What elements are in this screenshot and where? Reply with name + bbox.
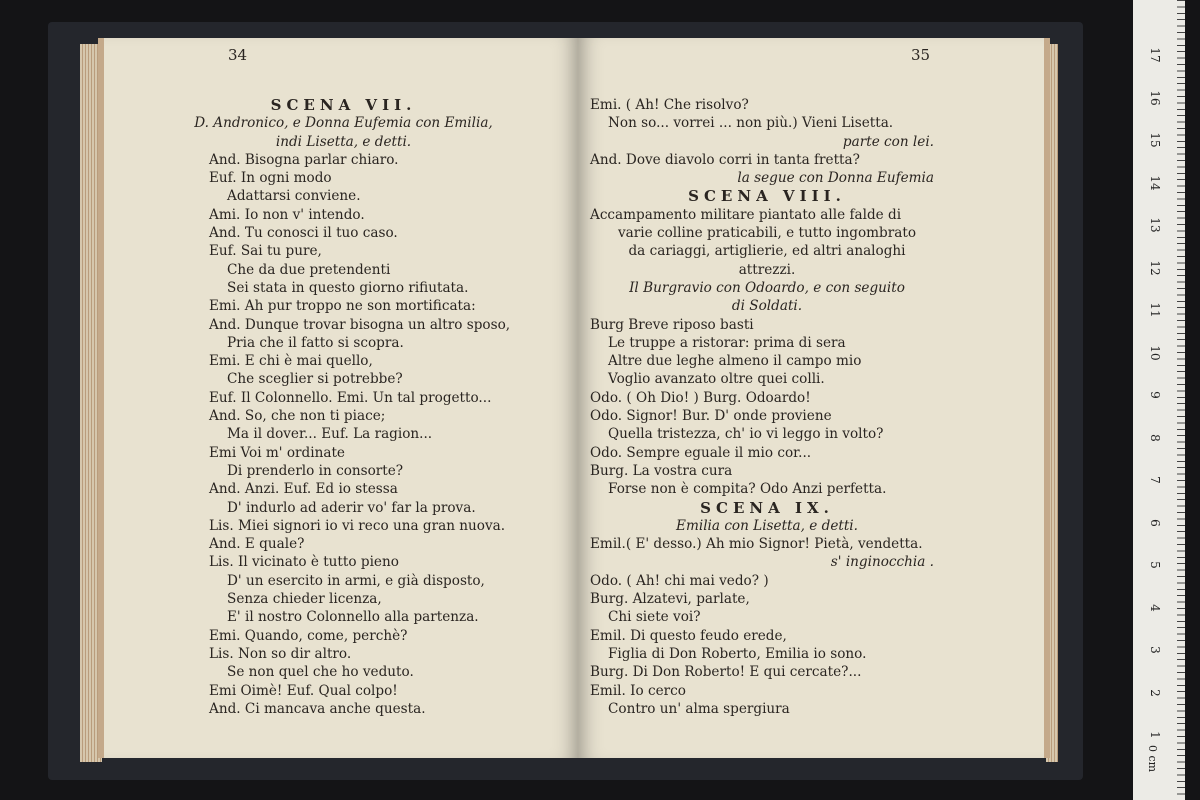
text-line: Emilia con Lisetta, e detti.: [676, 517, 858, 534]
text-line: Odo. ( Oh Dio! ) Burg. Odoardo!: [590, 389, 811, 406]
left-page: [98, 38, 578, 758]
ruler-mark: 2: [1148, 688, 1162, 697]
text-line: Odo. ( Ah! chi mai vedo? ): [590, 572, 769, 589]
ruler-mark: 15: [1148, 132, 1162, 148]
ruler-mark: 8: [1148, 433, 1162, 442]
ruler-numbers: [1141, 0, 1171, 800]
text-line: Emi. Ah pur troppo ne son mortificata:: [209, 298, 476, 315]
text-line: Forse non è compita? Odo Anzi perfetta.: [608, 481, 887, 498]
text-line: Burg. Di Don Roberto! E qui cercate?...: [590, 664, 862, 681]
text-line: Figlia di Don Roberto, Emilia io sono.: [608, 645, 867, 662]
text-line: And. Bisogna parlar chiaro.: [209, 151, 399, 168]
text-line: Quella tristezza, ch' io vi leggo in volto?: [608, 426, 884, 443]
text-line: Euf. In ogni modo: [209, 170, 332, 187]
text-line: Emil. Di questo feudo erede,: [590, 627, 787, 644]
ruler-mark: 11: [1148, 302, 1162, 318]
text-line: Pria che il fatto si scopra.: [227, 334, 404, 351]
text-line: E' il nostro Colonnello alla partenza.: [227, 609, 479, 626]
page-number: 35: [911, 46, 931, 64]
text-line: parte con lei.: [842, 133, 934, 150]
measuring-ruler: [1133, 0, 1185, 800]
ruler-mark: 3: [1148, 646, 1162, 654]
ruler-mark: 16: [1148, 89, 1162, 106]
text-line: Ami. Io non v' intendo.: [209, 206, 365, 223]
ruler-mark: 13: [1148, 217, 1162, 233]
text-line: s' inginocchia .: [830, 554, 934, 571]
text-line: di Soldati.: [731, 298, 803, 315]
text-line: Lis. Miei signori io vi reco una gran nuova.: [209, 517, 506, 534]
ruler-mark: 7: [1148, 476, 1162, 484]
text-line: la segue con Donna Eufemia: [737, 170, 934, 187]
left-page-text: [104, 96, 578, 718]
text-line: D. Andronico, e Donna Eufemia con Emilia,: [194, 115, 493, 132]
text-line: And. Tu conosci il tuo caso.: [209, 225, 398, 242]
text-line: attrezzi.: [738, 261, 796, 278]
text-line: D' indurlo ad aderir vo' far la prova.: [227, 499, 476, 516]
text-line: Burg. Alzatevi, parlate,: [590, 591, 750, 608]
text-line: Senza chieder licenza,: [227, 591, 382, 608]
text-line: D' un esercito in armi, e già disposto,: [227, 572, 485, 589]
text-line: And. E quale?: [209, 536, 305, 553]
text-line: Ma il dover... Euf. La ragion...: [227, 426, 433, 443]
text-line: Chi siete voi?: [608, 609, 701, 626]
text-line: Di prenderlo in consorte?: [227, 462, 404, 479]
text-line: Contro un' alma spergiura: [608, 700, 790, 717]
right-page: [578, 38, 1050, 758]
ruler-unit-label: 0 cm: [1146, 744, 1160, 773]
text-line: Le truppe a ristorar: prima di sera: [608, 334, 846, 351]
text-line: And. Ci mancava anche questa.: [209, 700, 426, 717]
ruler-mark: 5: [1148, 561, 1162, 569]
text-line: Il Burgravio con Odoardo, e con seguito: [629, 279, 905, 296]
ruler-mark: 12: [1148, 259, 1162, 276]
text-line: Adattarsi conviene.: [227, 188, 361, 205]
text-line: Odo. Sempre eguale il mio cor...: [590, 444, 812, 461]
ruler-mark: 9: [1148, 391, 1162, 399]
text-line: Lis. Non so dir altro.: [209, 645, 352, 662]
page-number: 34: [228, 46, 248, 64]
text-line: Se non quel che ho veduto.: [227, 664, 414, 681]
text-line: Altre due leghe almeno il campo mio: [608, 353, 862, 370]
text-line: Accampamento militare piantato alle falde di: [590, 206, 902, 223]
text-line: Odo. Signor! Bur. D' onde proviene: [590, 408, 832, 425]
right-page-text: [578, 96, 1044, 718]
text-line: Burg. La vostra cura: [590, 462, 733, 479]
text-line: Emil.( E' desso.) Ah mio Signor! Pietà, vendetta.: [590, 536, 923, 553]
text-line: Emi. E chi è mai quello,: [209, 353, 373, 370]
text-line: SCENA VII.: [270, 96, 417, 114]
text-line: varie colline praticabili, e tutto ingombrato: [617, 225, 917, 242]
text-line: Emi Oimè! Euf. Qual colpo!: [209, 682, 398, 699]
ruler-mark: 6: [1148, 518, 1162, 527]
text-line: Lis. Il vicinato è tutto pieno: [209, 554, 399, 571]
text-line: Euf. Sai tu pure,: [209, 243, 322, 260]
text-line: And. So, che non ti piace;: [209, 408, 386, 425]
text-line: Che sceglier si potrebbe?: [227, 371, 403, 388]
text-line: Emi Voi m' ordinate: [209, 444, 345, 461]
text-line: Voglio avanzato oltre quei colli.: [608, 371, 825, 388]
text-line: And. Dove diavolo corri in tanta fretta?: [590, 151, 860, 168]
ruler-mark: 1: [1148, 731, 1162, 739]
text-line: Sei stata in questo giorno rifiutata.: [227, 279, 469, 296]
text-line: Emi. Quando, come, perchè?: [209, 627, 408, 644]
text-line: SCENA IX.: [700, 498, 834, 517]
text-line: Emil. Io cerco: [590, 682, 686, 699]
text-line: Euf. Il Colonnello. Emi. Un tal progetto...: [209, 389, 492, 406]
ruler-mark: 4: [1148, 603, 1162, 612]
text-line: indi Lisetta, e detti.: [275, 133, 412, 150]
text-line: And. Dunque trovar bisogna un altro sposo,: [209, 316, 511, 333]
text-line: da cariaggi, artiglierie, ed altri analoghi: [628, 243, 906, 260]
text-line: And. Anzi. Euf. Ed io stessa: [209, 481, 398, 498]
ruler-mark: 17: [1148, 47, 1162, 63]
text-line: Emi. ( Ah! Che risolvo?: [590, 97, 749, 113]
text-line: Burg Breve riposo basti: [590, 316, 754, 333]
ruler-mark: 14: [1148, 174, 1162, 191]
text-line: Non so... vorrei ... non più.) Vieni Lisetta.: [608, 115, 894, 132]
text-line: Che da due pretendenti: [227, 261, 391, 278]
text-line: SCENA VIII.: [688, 187, 846, 206]
ruler-mark: 10: [1148, 344, 1162, 361]
